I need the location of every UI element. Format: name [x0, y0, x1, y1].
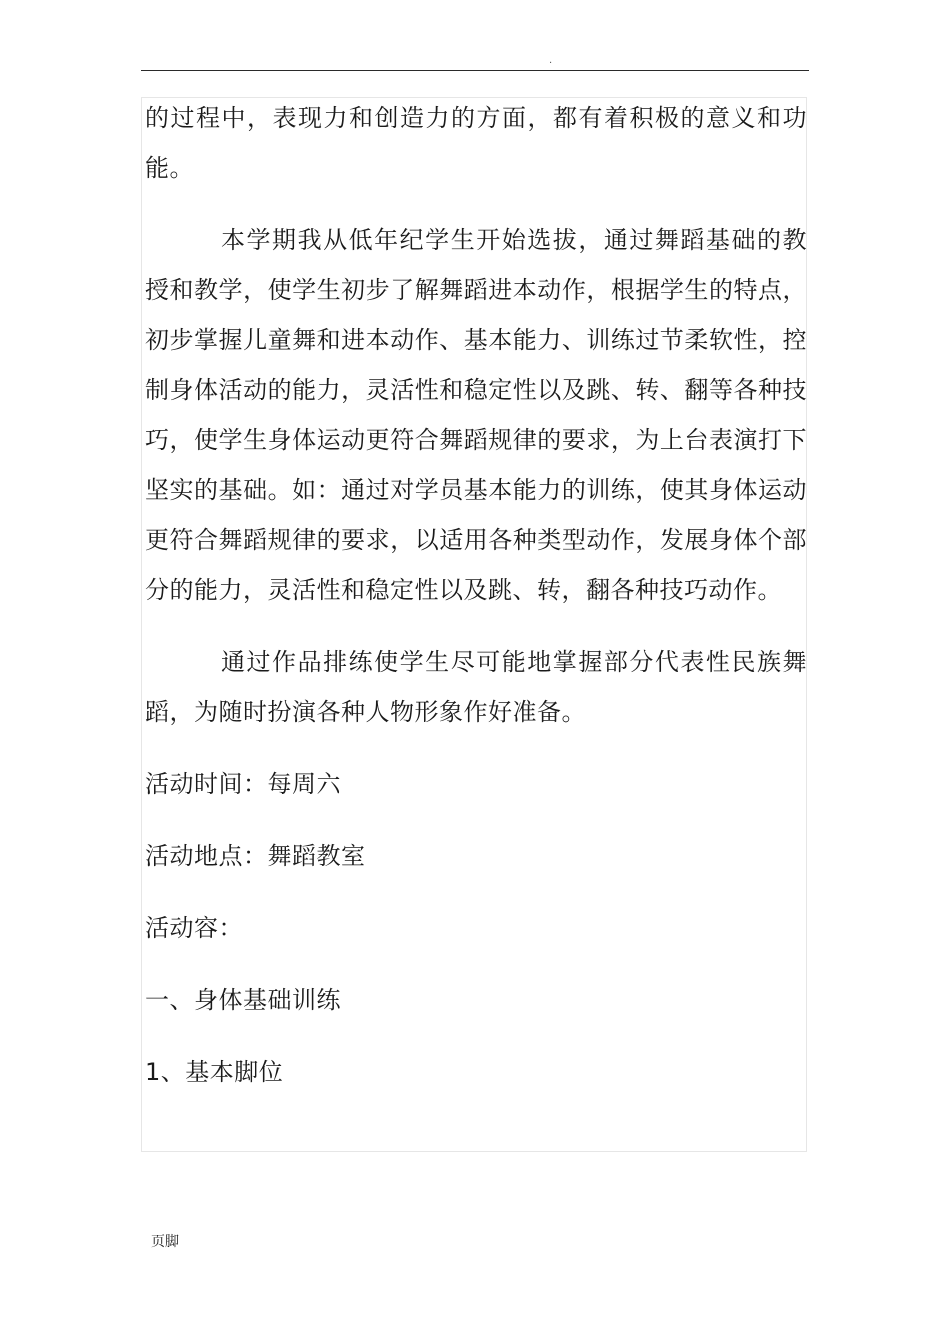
paragraph-gap [145, 809, 807, 831]
paragraph-rehearsal: 通过作品排练使学生尽可能地掌握部分代表性民族舞蹈，为随时扮演各种人物形象作好准备。 [145, 648, 807, 726]
paragraph-gap [145, 953, 807, 975]
header-mark: . [549, 55, 553, 66]
paragraph-gap [145, 737, 807, 759]
paragraph-semester: 本学期我从低年纪学生开始选拔，通过舞蹈基础的教授和教学，使学生初步了解舞蹈进本动作，根据学生的特点，初步掌握儿童舞和进本动作、基本能力、训练过节柔软性，控制身体活动的能力，灵活性和稳定性以及跳、转、翻等各种技巧，使学生身体运动更符合舞蹈规律的要求，为上台表演打下坚实的基础。如：通过对学员基本能力的训练，使其身体运动更符合舞蹈规律的要求，以适用各种类型动作，发展身体个部分的能力，灵活性和稳定性以及跳、转，翻各种技巧动作。 [145, 226, 807, 604]
paragraph-intro: 的过程中，表现力和创造力的方面，都有着积极的意义和功能。 [145, 104, 807, 182]
page-footer: 页脚 [151, 1234, 179, 1250]
paragraph-gap [145, 615, 807, 637]
activity-place: 活动地点：舞蹈教室 [145, 842, 366, 870]
section-heading-one: 一、身体基础训练 [145, 986, 341, 1014]
paragraph-gap [145, 881, 807, 903]
header-rule [141, 70, 809, 71]
list-item-one: 1、基本脚位 [145, 1058, 284, 1086]
paragraph-gap [145, 1025, 807, 1047]
activity-time: 活动时间：每周六 [145, 770, 341, 798]
paragraph-gap [145, 193, 807, 215]
document-body [145, 97, 807, 1097]
activity-content: 活动容： [145, 914, 243, 942]
